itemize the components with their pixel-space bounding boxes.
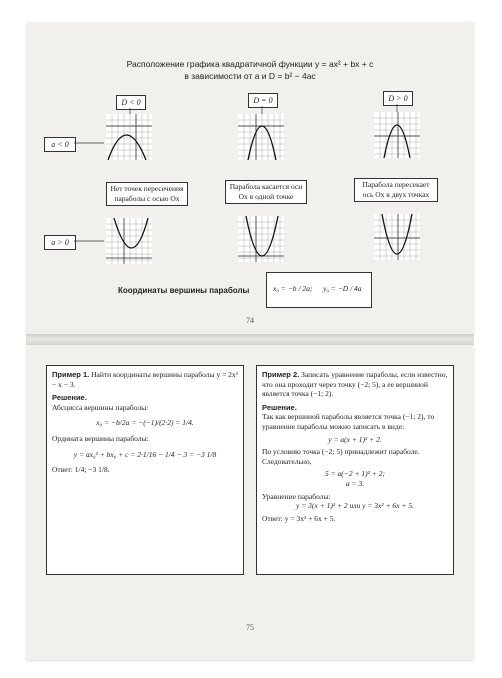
- bottom-page: [26, 345, 474, 660]
- example2-text3: Уравнение параболы:: [262, 491, 331, 501]
- page-number-top: 74: [246, 316, 254, 325]
- example2-formula3: a = 3.: [345, 478, 365, 488]
- caption-two-points: Парабола пересекает ось Ox в двух точках: [354, 178, 438, 202]
- a-label-negative: a < 0: [44, 137, 76, 152]
- example2-solution-label: Решение.: [262, 402, 297, 412]
- d-label-zero: D = 0: [248, 93, 278, 108]
- example1-formula1: x₀ = −b/2a = −(−1)/(2·2) = 1/4.: [96, 418, 194, 428]
- vertex-formula-y: y₀ = −D / 4a: [323, 284, 362, 293]
- top-title-line1: Расположение графика квадратичной функции y = ax² + bx + c: [126, 59, 374, 69]
- vertex-formula-x: x₀ = −b / 2a;: [273, 284, 313, 293]
- graph-a-pos-d-zero: [238, 216, 284, 262]
- example1-formula2: y = ax₀² + bx₀ + c = 2·1/16 − 1/4 − 3 = −3 1/8: [73, 449, 217, 459]
- example2-answer: Ответ: y = 3x² + 6x + 5.: [262, 513, 336, 523]
- example2-text2: По условию точка (−2; 5) принадлежит параболе. Следовательно,: [262, 447, 420, 466]
- example-2: [256, 365, 454, 575]
- example-1: [46, 365, 244, 575]
- book-spine-seam: [26, 334, 474, 345]
- example1-solution-label: Решение.: [52, 393, 87, 403]
- graph-a-neg-d-neg: [106, 114, 152, 160]
- example2-task: Записать уравнение параболы, если известно, что она проходит через точку (−2; 5), а ее вершиной является точка (−1; 2).: [262, 370, 448, 399]
- example2-formula2: 5 = a(−2 + 1)² + 2;: [325, 469, 385, 479]
- caption-tangent: Парабола касается оси Ox в одной точке: [225, 180, 307, 204]
- d-label-positive: D > 0: [383, 91, 413, 106]
- d-label-negative: D < 0: [116, 95, 146, 110]
- example1-answer: Ответ: 1/4; −3 1/8.: [52, 465, 110, 475]
- vertex-formula-box: [266, 272, 372, 308]
- graph-a-neg-d-pos: [374, 112, 420, 158]
- graph-a-neg-d-zero: [238, 114, 284, 160]
- graph-a-pos-d-pos: [374, 214, 420, 260]
- example1-header: Пример 1.: [52, 370, 90, 379]
- top-page: [26, 22, 474, 334]
- graph-a-pos-d-neg: [106, 218, 152, 264]
- example2-header: Пример 2.: [262, 370, 300, 379]
- example1-line1: Абсцисса вершины параболы:: [52, 402, 149, 412]
- caption-no-intersection: Нет точек пересечения параболы с осью Ox: [106, 182, 188, 206]
- example1-task: Найти координаты вершины параболы y = 2x² − x − 3.: [52, 370, 238, 389]
- vertex-label: Координаты вершины параболы: [118, 286, 250, 295]
- a-label-positive: a > 0: [44, 235, 76, 250]
- example1-line2: Ордината вершины параболы:: [52, 433, 149, 443]
- example2-formula4: y = 3(x + 1)² + 2 или y = 3x² + 6x + 5.: [296, 501, 414, 511]
- example2-formula1: y = a(x + 1)² + 2.: [328, 434, 382, 444]
- example2-text1: Так как вершиной параболы является точка (−1; 2), то уравнение параболы можно записать в виде:: [262, 412, 435, 431]
- top-title-line2: в зависимости от a и D = b² − 4ac: [184, 71, 316, 81]
- page-number-bottom: 75: [246, 623, 254, 632]
